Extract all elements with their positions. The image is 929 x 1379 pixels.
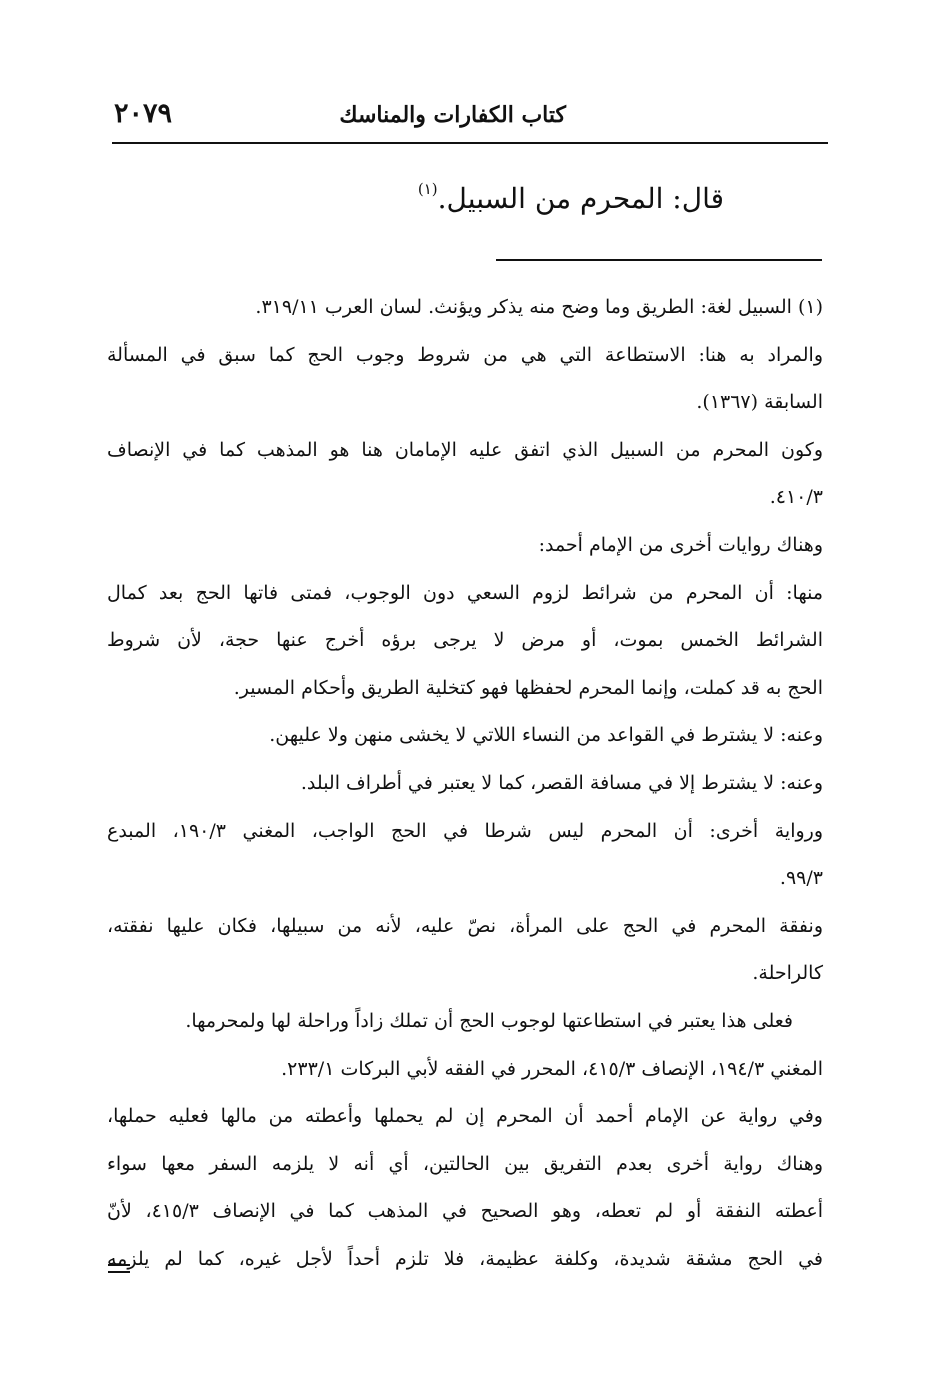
footnote-line: ونفقة المحرم في الحج على المرأة، نصّ عليه، لأنه من سبيلها، فكان عليها نفقته، (107, 914, 823, 937)
footnote-line: وهناك رواية أخرى بعدم التفريق بين الحالتين، أي أنه لا يلزمه السفر معها سواء (107, 1152, 823, 1175)
footnote-line: في الحج مشقة شديدة، وكلفة عظيمة، فلا تلزم أحداً لأجل غيره، كما لم يلزمه (107, 1247, 823, 1270)
footnote-line: والمراد به هنا: الاستطاعة التي هي من شروط وجوب الحج كما سبق في المسألة (107, 343, 823, 366)
footnote-line: وهناك روايات أخرى من الإمام أحمد: (538, 533, 823, 556)
footnote-line: الحج به قد كملت، وإنما المحرم لحفظها فهو كتخلية الطريق وأحكام المسير. (233, 676, 823, 699)
footnote-marker: (١) (797, 296, 823, 318)
footnote-line: ٩٩/٣. (779, 867, 823, 890)
footnotes (107, 284, 823, 1283)
footnote-line: منها: أن المحرم من شرائط لزوم السعي دون الوجوب، فمتى فاتها الحج بعد كمال (107, 581, 823, 604)
footnote-line: ٤١٠/٣. (769, 486, 823, 509)
running-title: كتاب الكفارات والمناسك (339, 102, 566, 128)
footnote-line: وفي رواية عن الإمام أحمد أن المحرم إن لم يحملها وأعطته من مالها فعليه حملها، (107, 1105, 823, 1128)
footnote-line: وعنه: لا يشترط إلا في مسافة القصر، كما لا يعتبر في أطراف البلد. (300, 771, 823, 794)
footnote-line: الشرائط الخمس بموت، أو مرض لا يرجى برؤه أخرج عنها حجة، لأن شروط (107, 629, 823, 652)
continuation-mark (108, 1264, 130, 1273)
footnote-line: المغني ١٩٤/٣، الإنصاف ٤١٥/٣، المحرر في الفقه لأبي البركات ٢٣٣/١. (281, 1057, 823, 1080)
footnote-line: كالراحلة. (752, 962, 823, 985)
footnote-line: أعطته النفقة أو لم تعطه، وهو الصحيح في المذهب كما في الإنصاف ٤١٥/٣، لأنّ (107, 1200, 823, 1223)
footnote-line: السابقة (١٣٦٧). (696, 391, 823, 414)
main-sentence: قال: المحرم من السبيل. (437, 182, 724, 215)
footnote-line: (١)السبيل لغة: الطريق وما وضح منه يذكر ويؤنث. لسان العرب ٣١٩/١١. (255, 296, 823, 318)
header-rule (112, 142, 828, 144)
footnote-line: فعلى هذا يعتبر في استطاعتها لوجوب الحج أن تملك زاداً وراحلة لها ولمحرمها. (185, 1009, 793, 1032)
page-number: ٢٠٧٩ (114, 98, 173, 129)
footnote-reference: (١) (417, 180, 438, 198)
footnote-line: وعنه: لا يشترط في القواعد من النساء اللاتي لا يخشى منهن ولا عليهن. (269, 724, 823, 747)
footnote-line: ورواية أخرى: أن المحرم ليس شرطا في الحج الواجب، المغني ١٩٠/٣، المبدع (107, 819, 823, 842)
main-text (418, 180, 724, 215)
footnote-line: وكون المحرم من السبيل الذي اتفق عليه الإمامان هنا هو المذهب كما في الإنصاف (107, 438, 823, 461)
footnote-separator (496, 259, 822, 261)
page-header (112, 96, 828, 146)
